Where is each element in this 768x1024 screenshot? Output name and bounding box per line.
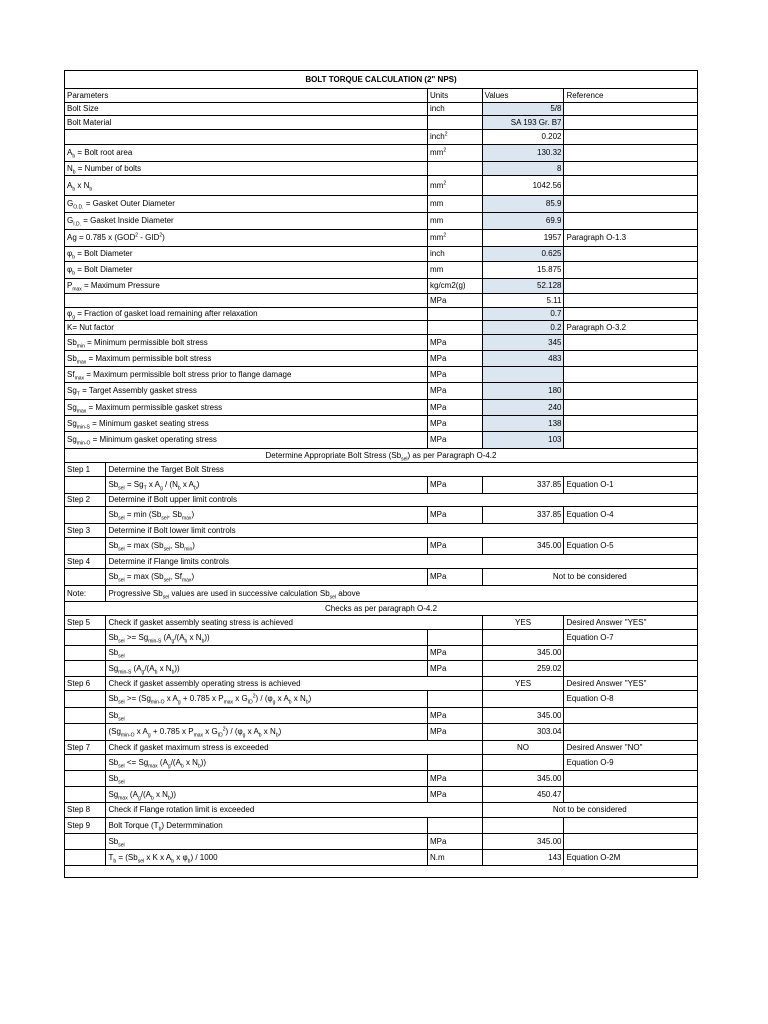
step-1-formula: $Sb_{sel} = Sg_T$ x $A_g / (N_b$ x $A_b$) <box>106 477 428 494</box>
row-phib-inch: $\varphi_b$ = Bolt Diameter inch 0.625 <box>65 247 698 262</box>
row-ag: Ag = 0.785 x (GOD$^2$ - GID$^2$) $mm^2$ 1957 Paragraph O-1.3 <box>65 230 698 247</box>
bolt-torque-sheet <box>64 70 698 878</box>
row-gid: $G_{I.D.}$ = Gasket Inside Diameter mm 69.9 <box>65 213 698 230</box>
row-bolt-size: Bolt Size inch 5/8 <box>65 103 698 116</box>
step-5-rhs-row: $Sg_{min-S}$ ($A_g/(A_b$ x $N_b$)) MPa 259.02 <box>65 661 698 677</box>
row-phib-mm: $\varphi_b$ = Bolt Diameter mm 15.875 <box>65 262 698 279</box>
step-2-row: Step 2 Determine if Bolt upper limit controls <box>65 494 698 507</box>
step-5-sbsel-row: $Sb_{sel}$ MPa 345.00 <box>65 646 698 661</box>
step-9-sbsel-row: $Sb_{sel}$ MPa 345.00 <box>65 834 698 850</box>
header-row: Parameters Units Values Reference <box>65 89 698 103</box>
row-sgmins: $Sg_{min-S}$ = Minimum gasket seating stress MPa 138 <box>65 416 698 432</box>
row-ab-x-nb: $A_b$ x $N_b$ $mm^2$ 1042.56 <box>65 176 698 196</box>
step-3-row: Step 3 Determine if Bolt lower limit controls <box>65 524 698 538</box>
step-5-condition-row: $Sb_{sel} >= Sg_{min-S}$ ($A_g/(A_b$ x $N_b$)) Equation O-7 <box>65 630 698 646</box>
step-9-torque-row: $T_b = (Sb_{sel}$ x K x $A_b$ x $\varphi_b) / 1000$ N.m 143 Equation O-2M <box>65 850 698 866</box>
step-8-row: Step 8 Check if Flange rotation limit is exceeded Not to be considered <box>65 803 698 818</box>
row-pmax: $P_{max}$ = Maximum Pressure kg/cm2(g) 52.128 <box>65 279 698 294</box>
row-k: K= Nut factor 0.2 Paragraph O-3.2 <box>65 321 698 335</box>
step-2-formula: $Sb_{sel} = \min (Sb_{sel}$, $Sb_{max}$) <box>106 507 428 524</box>
step-6-rhs-row: ($Sg_{min-O}$ x $A_g + 0.785$ x $P_{max}$ x $G_{ID}^2) / (\varphi_g$ x $A_b$ x $N_b$) MPa 303.04 <box>65 724 698 741</box>
row-bolt-material: Bolt Material SA 193 Gr. B7 <box>65 116 698 130</box>
row-sbmax: $Sb_{max}$ = Maximum permissible bolt stress MPa 483 <box>65 351 698 367</box>
step-2-formula-row: $Sb_{sel} = \min (Sb_{sel}$, $Sb_{max}$) MPa 337.85 Equation O-4 <box>65 507 698 524</box>
row-sbmin: $Sb_{min}$ = Minimum permissible bolt stress MPa 345 <box>65 335 698 351</box>
step-9-row: Step 9 Bolt Torque $(T_b)$ Determmination <box>65 818 698 834</box>
step-7-condition-row: $Sb_{sel} <= Sg_{max}$ ($A_g/(A_b$ x $N_b$)) Equation O-9 <box>65 755 698 771</box>
row-pmax-mpa: MPa 5.11 <box>65 294 698 308</box>
step-1-formula-row: $Sb_{sel} = Sg_T$ x $A_g / (N_b$ x $A_b$) MPa 337.85 Equation O-1 <box>65 477 698 494</box>
step-7-row: Step 7 Check if gasket maximum stress is exceeded NO Desired Answer "NO" <box>65 741 698 755</box>
note-row: Note: Progressive $Sb_{sel}$ values are used in successive calculation $Sb_{sel}$ above <box>65 586 698 602</box>
step-1-row: Step 1 Determine the Target Bolt Stress <box>65 463 698 477</box>
row-sfmax: $Sf_{max}$ = Maximum permissible bolt stress prior to flange damage MPa <box>65 367 698 383</box>
step-5-row: Step 5 Check if gasket assembly seating stress is achieved YES Desired Answer "YES" <box>65 616 698 630</box>
step-6-condition-row: $Sb_{sel} >= (Sg_{min-O}$ x $A_g + 0.785$ x $P_{max}$ x $G_{ID}^2) / (\varphi_g$ x $A_b$ x $N_b$) Equation O-8 <box>65 691 698 708</box>
step-3-formula-row: $Sb_{sel} = \max (Sb_{sel}$, $Sb_{min}$) MPa 345.00 Equation O-5 <box>65 538 698 555</box>
step-4-row: Step 4 Determine if Flange limits controls <box>65 555 698 569</box>
section-checks: Checks as per paragraph O-4.2 <box>65 602 698 616</box>
step-6-row: Step 6 Check if gasket assembly operating stress is achieved YES Desired Answer "YES" <box>65 677 698 691</box>
row-sgmino: $Sg_{min-O}$ = Minimum gasket operating stress MPa 103 <box>65 432 698 449</box>
row-god: $G_{O.D.}$ = Gasket Outer Diameter mm 85.9 <box>65 196 698 213</box>
step-4-formula: $Sb_{sel} = \max (Sb_{sel}$, $Sf_{max}$) <box>106 569 428 586</box>
row-sgt: $Sg_T$ = Target Assembly gasket stress MPa 180 <box>65 383 698 400</box>
row-ab-inch: inch$^2$ 0.202 <box>65 130 698 145</box>
blank-row <box>65 866 698 878</box>
section-bolt-stress: Determine Appropriate Bolt Stress $(Sb_{sel})$ as per Paragraph O-4.2 <box>65 449 698 463</box>
step-4-formula-row: $Sb_{sel} = \max (Sb_{sel}$, $Sf_{max}$) MPa Not to be considered <box>65 569 698 586</box>
row-phig: $\varphi_g$ = Fraction of gasket load remaining after relaxation 0.7 <box>65 308 698 321</box>
row-nb: $N_b$ = Number of bolts 8 <box>65 162 698 176</box>
step-6-sbsel-row: $Sb_{sel}$ MPa 345.00 <box>65 708 698 724</box>
row-sgmax: $Sg_{max}$ = Maximum permissible gasket stress MPa 240 <box>65 400 698 416</box>
step-3-formula: $Sb_{sel} = \max (Sb_{sel}$, $Sb_{min}$) <box>106 538 428 555</box>
step-7-rhs-row: $Sg_{max}$ ($A_g/(A_b$ x $N_b$)) MPa 450.47 <box>65 787 698 803</box>
row-ab: $A_b$ = Bolt root area $mm^2$ 130.32 <box>65 145 698 162</box>
sheet-title: BOLT TORQUE CALCULATION (2" NPS) <box>65 71 698 89</box>
step-7-sbsel-row: $Sb_{sel}$ MPa 345.00 <box>65 771 698 787</box>
